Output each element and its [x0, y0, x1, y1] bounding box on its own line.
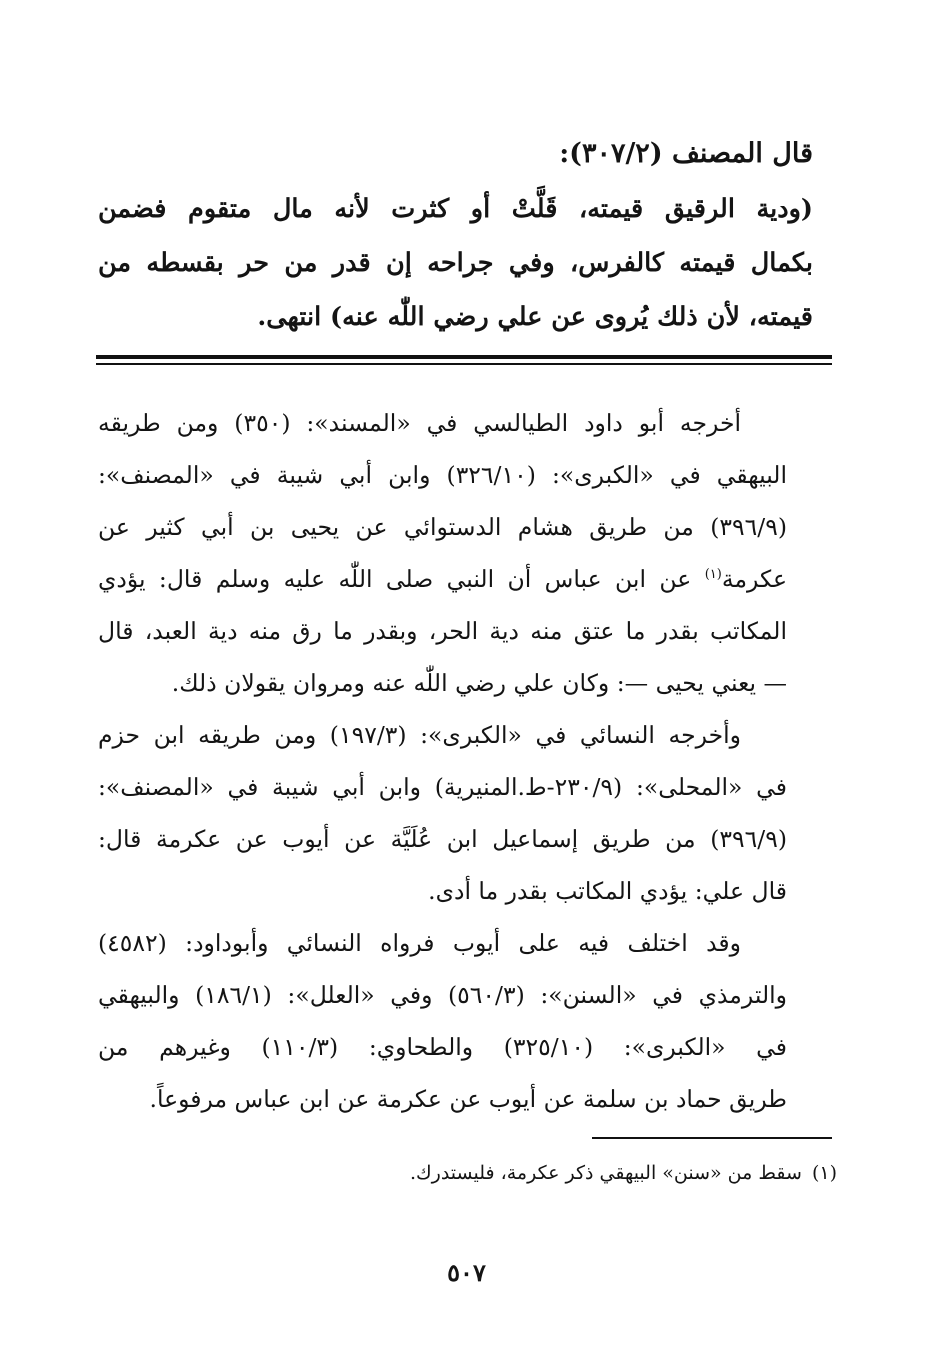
- text-line: [98, 553, 787, 605]
- paragraph-2: [98, 709, 787, 917]
- text-line: وقد اختلف فيه على أيوب فرواه النسائي وأبوداود: (٤٥٨٢): [98, 929, 741, 957]
- text-line: — يعني يحيى —: وكان علي رضي اللّٰه عنه ومروان يقولان ذلك.: [171, 669, 787, 697]
- separator-thin: [96, 363, 832, 365]
- text-line: (٣٩٦/٩) من طريق هشام الدستوائي عن يحيى بن أبي كثير عن: [98, 513, 787, 541]
- quoted-line: قيمته، لأن ذلك يُروى عن علي رضي اللّٰه عنه) انتهى.: [257, 302, 813, 332]
- text-line: في «المحلى»: (٢٣٠/٩-ط.المنيرية) وابن أبي شيبة في «المصنف»:: [98, 773, 787, 801]
- section-heading: قال المصنف (٣٠٧/٢):: [559, 138, 813, 169]
- footnote-marker[interactable]: (١): [704, 567, 722, 583]
- text-line: (٣٩٦/٩) من طريق إسماعيل ابن عُلَيَّة عن أيوب عن عكرمة قال:: [98, 825, 787, 853]
- text-line: أخرجه أبو داود الطيالسي في «المسند»: (٣٥٠) ومن طريقه: [98, 409, 741, 437]
- text-line: والترمذي في «السنن»: (٥٦٠/٣) وفي «العلل»: (١٨٦/١) والبيهقي: [98, 981, 787, 1009]
- footnote: [98, 1156, 837, 1190]
- text-line: طريق حماد بن سلمة عن أيوب عن عكرمة عن ابن عباس مرفوعاً.: [149, 1085, 787, 1113]
- text-line: البيهقي في «الكبرى»: (٣٢٦/١٠) وابن أبي شيبة في «المصنف»:: [98, 461, 787, 489]
- quoted-text: [98, 182, 813, 344]
- separator-thick: [96, 355, 832, 359]
- quoted-line: بكمال قيمته كالفرس، وفي جراحه إن قدر من حر بقسطه من: [98, 248, 813, 278]
- page-number: ٥٠٧: [447, 1258, 486, 1287]
- text-line: وأخرجه النسائي في «الكبرى»: (١٩٧/٣) ومن طريقه ابن حزم: [98, 721, 741, 749]
- commentary: [98, 397, 787, 1125]
- footnote-separator: [592, 1137, 832, 1139]
- text-line: قال علي: يؤدي المكاتب بقدر ما أدى.: [428, 877, 787, 905]
- text-line: في «الكبرى»: (٣٢٥/١٠) والطحاوي: (١١٠/٣) وغيرهم من: [98, 1033, 787, 1061]
- paragraph-3: [98, 917, 787, 1125]
- text-line: المكاتب بقدر ما عتق منه دية الحر، وبقدر ما رق منه دية العبد، قال: [98, 617, 787, 645]
- footnote-number: (١): [811, 1162, 837, 1184]
- footnote-text: سقط من «سنن» البيهقي ذكر عكرمة، فليستدرك.: [409, 1162, 802, 1184]
- text-segment: عكرمة: [721, 565, 787, 593]
- text-segment: عن ابن عباس أن النبي صلى اللّٰه عليه وسلم قال: يؤدي: [98, 565, 705, 593]
- quoted-line: (ودية الرقيق قيمته، قَلَّتْ أو كثرت لأنه مال متقوم فضمن: [98, 194, 813, 224]
- paragraph-1: [98, 397, 787, 709]
